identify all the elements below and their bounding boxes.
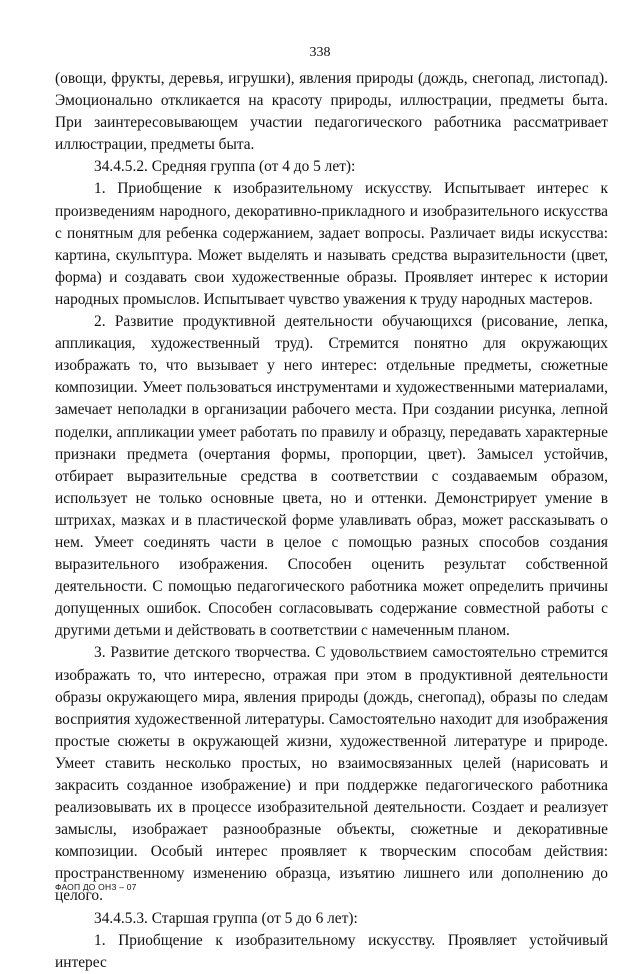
- paragraph-art-appreciation-senior: 1. Приобщение к изобразительному искусству. Проявляет устойчивый интерес: [55, 931, 608, 971]
- paragraph-continuation: (овощи, фрукты, деревья, игрушки), явления природы (дождь, снегопад, листопад). Эмоционально откликается на красоту природы, иллюстрации, предметы быта. При заинтересовывающем участии педагогического работника рассматривает иллюстрации, предметы быта.: [55, 70, 608, 154]
- page-footer: ФАОП ДО ОНЗ – 07: [55, 882, 137, 892]
- section-heading-senior-group: 34.4.5.3. Старшая группа (от 5 до 6 лет):: [94, 909, 358, 927]
- page-body: [55, 68, 608, 974]
- section-heading-middle-group: 34.4.5.2. Средняя группа (от 4 до 5 лет):: [94, 158, 356, 176]
- paragraph-productive-activity: 2. Развитие продуктивной деятельности обучающихся (рисование, лепка, аппликация, художественный труд). Стремится понятно для окружающих изображать то, что вызывает у него интерес: отдельные предметы, сюжетные композиции. Умеет пользоваться инструментами и художественными материалами, замечает неполадки в организации рабочего места. При создании рисунка, лепной поделки, аппликации умеет работать по правилу и образцу, передавать характерные признаки предмета (очертания формы, пропорции, цвет). Замысел устойчив, отбирает выразительные средства в соответствии с создаваемым образом, использует не только основные цвета, но и оттенки. Демонстрирует умение в штрихах, мазках и в пластической форме улавливать образ, может рассказывать о нем. Умеет соединять части в целое с помощью разных способов создания выразительного изображения. Способен оценить результат собственной деятельности. С помощью педагогического работника может определить причины допущенных ошибок. Способен согласовывать содержание совместной работы с другими детьми и действовать в соответствии с намеченным планом.: [55, 313, 608, 640]
- paragraph-art-appreciation: 1. Приобщение к изобразительному искусству. Испытывает интерес к произведениям народного, декоративно-прикладного и изобразительного искусства с понятным для ребенка содержанием, задает вопросы. Различает виды искусства: картина, скульптура. Может выделять и называть средства выразительности (цвет, форма) и создавать свои художественные образы. Проявляет интерес к истории народных промыслов. Испытывает чувство уважения к труду народных мастеров.: [55, 180, 608, 308]
- paragraph-child-creativity: 3. Развитие детского творчества. С удовольствием самостоятельно стремится изображать то, что интересно, отражая при этом в продуктивной деятельности образы окружающего мира, явления природы (дождь, снегопад), образы по следам восприятия художественной литературы. Самостоятельно находит для изображения простые сюжеты в окружающей жизни, художественной литературе и природе. Умеет ставить несколько простых, но взаимосвязанных целей (нарисовать и закрасить созданное изображение) и при поддержке педагогического работника реализовывать их в процессе изобразительной деятельности. Создает и реализует замыслы, изображает разнообразные объекты, сюжетные и декоративные композиции. Особый интерес проявляет к творческим способам действия: пространственному изменению образца, изъятию лишнего или дополнению до целого.: [55, 644, 608, 905]
- page-number: 338: [309, 45, 331, 60]
